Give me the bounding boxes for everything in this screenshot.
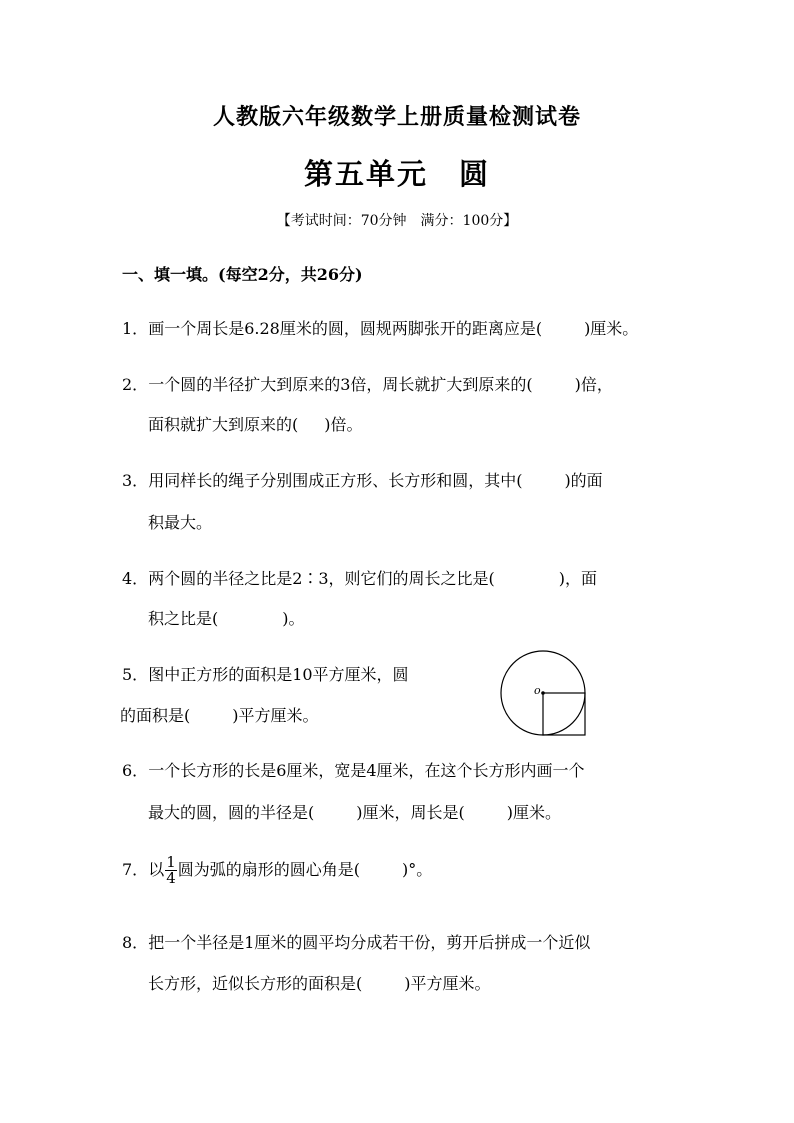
- question-text: )平方厘米。: [404, 974, 491, 993]
- question-6: [122, 758, 585, 781]
- question-text: )的面: [564, 471, 603, 490]
- section-heading: 一、填一填。(每空2分，共26分): [122, 265, 363, 284]
- question-text: )厘米。: [584, 319, 639, 338]
- fraction: [165, 855, 177, 886]
- fraction-numerator: 1: [166, 853, 176, 871]
- question-text: 两个圆的半径之比是2∶3，则它们的周长之比是(: [148, 569, 495, 588]
- question-text: )。: [282, 609, 305, 628]
- question-number: 8．: [122, 933, 149, 952]
- question-text: )°。: [402, 860, 433, 879]
- question-text: )倍，: [574, 375, 613, 394]
- question-text: 画一个周长是6.28厘米的圆，圆规两脚张开的距离应是(: [148, 319, 543, 338]
- page-title: 人教版六年级数学上册质量检测试卷: [212, 104, 581, 130]
- question-6-continued: [148, 800, 561, 823]
- question-4: [122, 566, 597, 589]
- question-4-continued: [148, 606, 305, 629]
- exam-info: 【考试时间：70分钟 满分：100分】: [276, 213, 518, 229]
- question-text: 积之比是(: [148, 609, 219, 628]
- question-5-continued: [120, 703, 319, 726]
- center-point: [541, 691, 545, 695]
- question-text: 圆为弧的扇形的圆心角是(: [177, 860, 360, 879]
- question-text: 面积就扩大到原来的(: [148, 415, 299, 434]
- unit-title: 第五单元 圆: [303, 157, 490, 191]
- question-number: 2．: [122, 375, 149, 394]
- question-text: )倍。: [324, 415, 363, 434]
- question-text: 积最大。: [148, 513, 213, 532]
- circle-square-figure: [496, 648, 592, 740]
- question-number: 4．: [122, 569, 149, 588]
- question-text: 一个长方形的长是6厘米，宽是4厘米，在这个长方形内画一个: [148, 761, 585, 780]
- question-text: )厘米，周长是(: [356, 803, 465, 822]
- question-1: [122, 316, 638, 339]
- question-8-continued: [148, 971, 491, 994]
- question-number: 7．: [122, 860, 149, 879]
- question-text: )厘米。: [506, 803, 561, 822]
- question-8: [122, 930, 590, 953]
- question-text: 图中正方形的面积是10平方厘米，圆: [148, 665, 409, 684]
- question-text: 最大的圆，圆的半径是(: [148, 803, 315, 822]
- question-2-continued: [148, 412, 363, 435]
- question-number: 1．: [122, 319, 149, 338]
- question-2: [122, 372, 613, 395]
- question-text: 的面积是(: [120, 706, 191, 725]
- center-label: o: [534, 684, 541, 697]
- question-text: 以: [148, 860, 165, 879]
- question-text: 用同样长的绳子分别围成正方形、长方形和圆，其中(: [148, 471, 523, 490]
- question-3-continued: [148, 510, 212, 533]
- question-text: 长方形，近似长方形的面积是(: [148, 974, 363, 993]
- question-number: 6．: [122, 761, 149, 780]
- question-number: 3．: [122, 471, 149, 490]
- question-text: )平方厘米。: [232, 706, 319, 725]
- question-5: [122, 662, 409, 685]
- question-text: )，面: [558, 569, 598, 588]
- fraction-denominator: 4: [166, 869, 176, 887]
- question-7: [122, 855, 432, 886]
- question-3: [122, 468, 603, 491]
- question-text: 把一个半径是1厘米的圆平均分成若干份，剪开后拼成一个近似: [148, 933, 591, 952]
- question-text: 一个圆的半径扩大到原来的3倍，周长就扩大到原来的(: [148, 375, 533, 394]
- question-number: 5．: [122, 665, 149, 684]
